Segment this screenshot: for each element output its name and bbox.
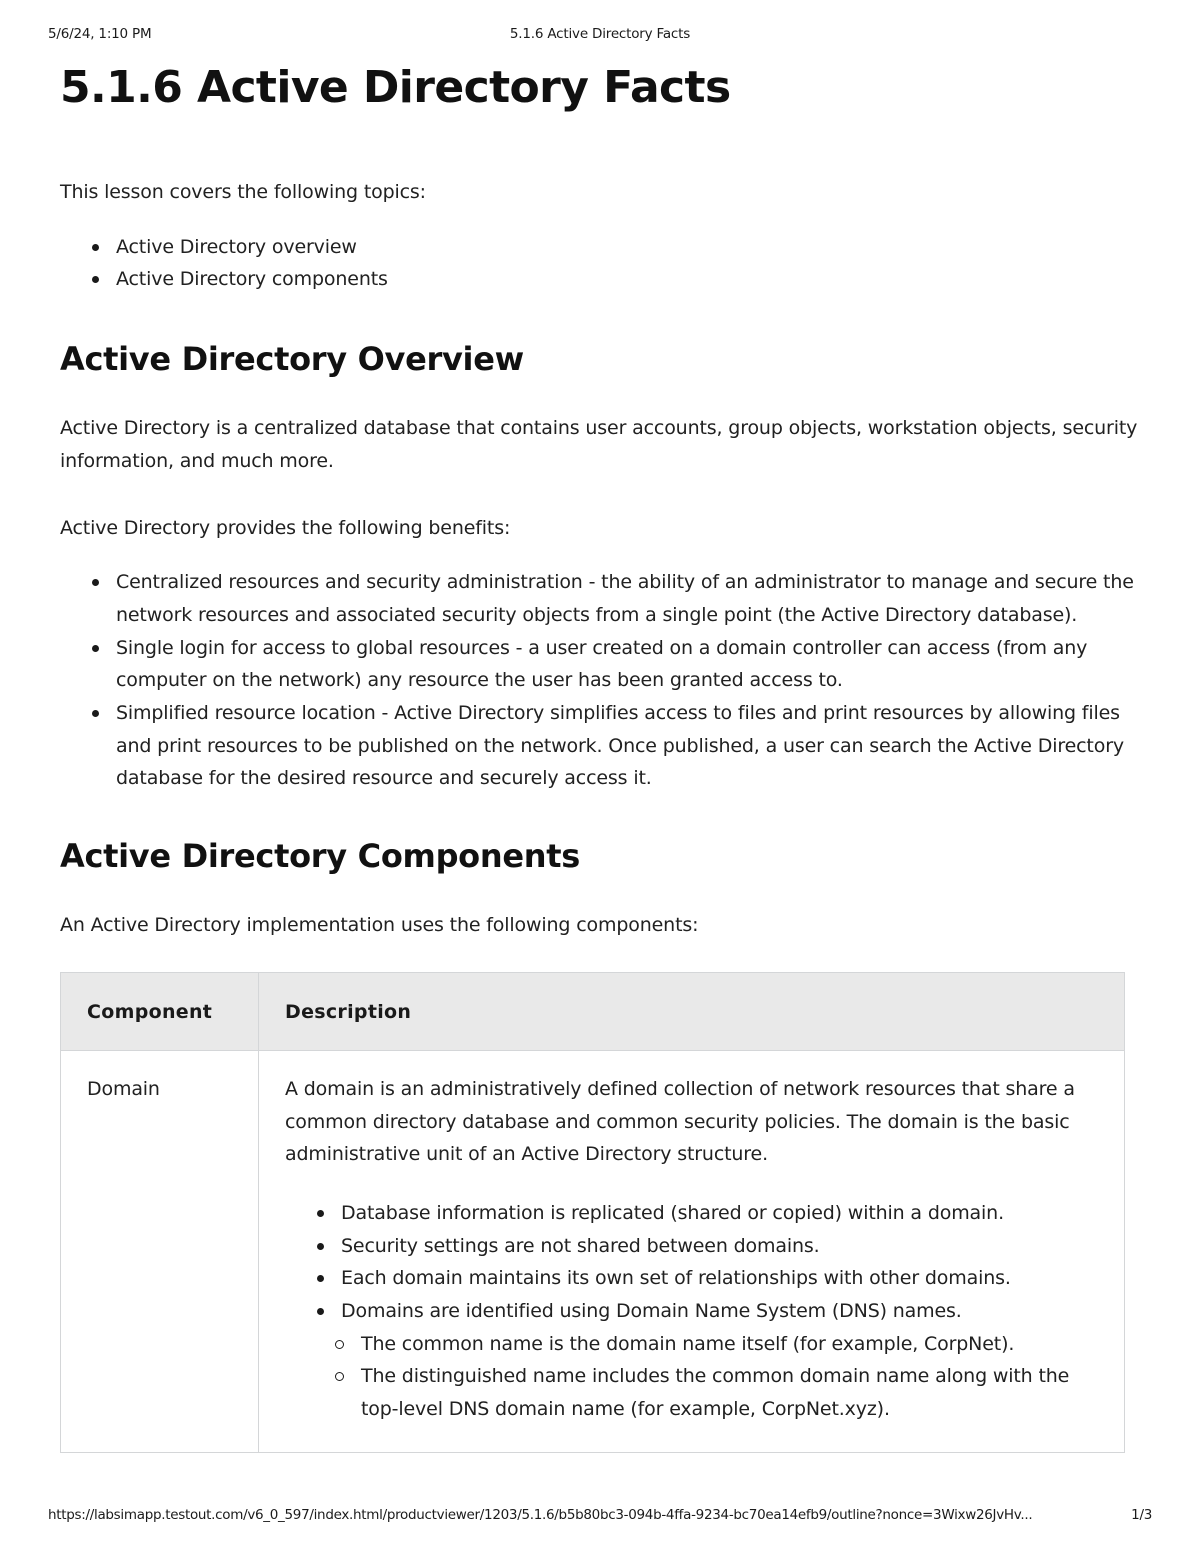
- column-header-description: Description: [259, 973, 1125, 1051]
- domain-bullet-list: [285, 1197, 1098, 1328]
- domain-dns-sublist: [285, 1328, 1098, 1426]
- overview-paragraph-1: Active Directory is a centralized database that contains user accounts, group objects, workstation objects, security information, and much more.: [60, 417, 1138, 472]
- table-row: [61, 1051, 1125, 1453]
- list-item: Active Directory components: [116, 263, 1140, 296]
- table-header: [61, 973, 1125, 1051]
- print-header-date: 5/6/24, 1:10 PM: [48, 26, 152, 42]
- cell-description: [259, 1051, 1125, 1453]
- cell-description-text: A domain is an administratively defined collection of network resources that share a common directory database and common security policies. The domain is the basic administrative unit of an Active Directory structure.: [285, 1078, 1075, 1166]
- list-item: Security settings are not shared between domains.: [341, 1230, 1098, 1263]
- print-footer-page-number: 1/3: [1131, 1507, 1152, 1523]
- overview-paragraph-2: Active Directory provides the following benefits:: [60, 516, 511, 539]
- column-header-component: Component: [61, 973, 259, 1051]
- list-item: Active Directory overview: [116, 231, 1140, 264]
- page-title: 5.1.6 Active Directory Facts: [60, 62, 731, 113]
- table-body: [61, 1051, 1125, 1453]
- list-item: Centralized resources and security administration - the ability of an administrator to manage and secure the network resources and associated security objects from a single point (the Active Directory database).: [116, 566, 1140, 631]
- list-item: Single login for access to global resources - a user created on a domain controller can access (from any computer on the network) any resource the user has been granted access to.: [116, 632, 1140, 697]
- list-item: The common name is the domain name itself (for example, CorpNet).: [361, 1328, 1098, 1361]
- print-footer-url[interactable]: https://labsimapp.testout.com/v6_0_597/index.html/productviewer/1203/5.1.6/b5b80bc3-094b-4ffa-9234-bc70ea14efb9/outline?nonce=3Wixw26JvHv...: [48, 1507, 1033, 1523]
- list-item: Domains are identified using Domain Name System (DNS) names.: [341, 1295, 1098, 1328]
- intro-paragraph: This lesson covers the following topics:: [60, 180, 426, 203]
- cell-component: Domain: [61, 1051, 259, 1453]
- table-header-row: [61, 973, 1125, 1051]
- topics-list: [60, 231, 1140, 296]
- document-page: [0, 56, 1200, 1481]
- list-item: Each domain maintains its own set of relationships with other domains.: [341, 1262, 1098, 1295]
- print-header-title: 5.1.6 Active Directory Facts: [509, 26, 691, 42]
- list-item: The distinguished name includes the common domain name along with the top-level DNS domain name (for example, CorpNet.xyz).: [361, 1360, 1098, 1425]
- benefits-list: [60, 566, 1140, 795]
- print-header: [48, 26, 1152, 46]
- list-item: Simplified resource location - Active Directory simplifies access to files and print resources by allowing files and print resources to be published on the network. Once published, a user can search the Active Directory database for the desired resource and securely access it.: [116, 697, 1140, 795]
- components-table: [60, 972, 1125, 1453]
- list-item: Database information is replicated (shared or copied) within a domain.: [341, 1197, 1098, 1230]
- section-heading-overview: Active Directory Overview: [60, 339, 524, 378]
- print-footer: [48, 1507, 1152, 1527]
- section-heading-components: Active Directory Components: [60, 837, 580, 876]
- components-paragraph-1: An Active Directory implementation uses the following components:: [60, 914, 699, 937]
